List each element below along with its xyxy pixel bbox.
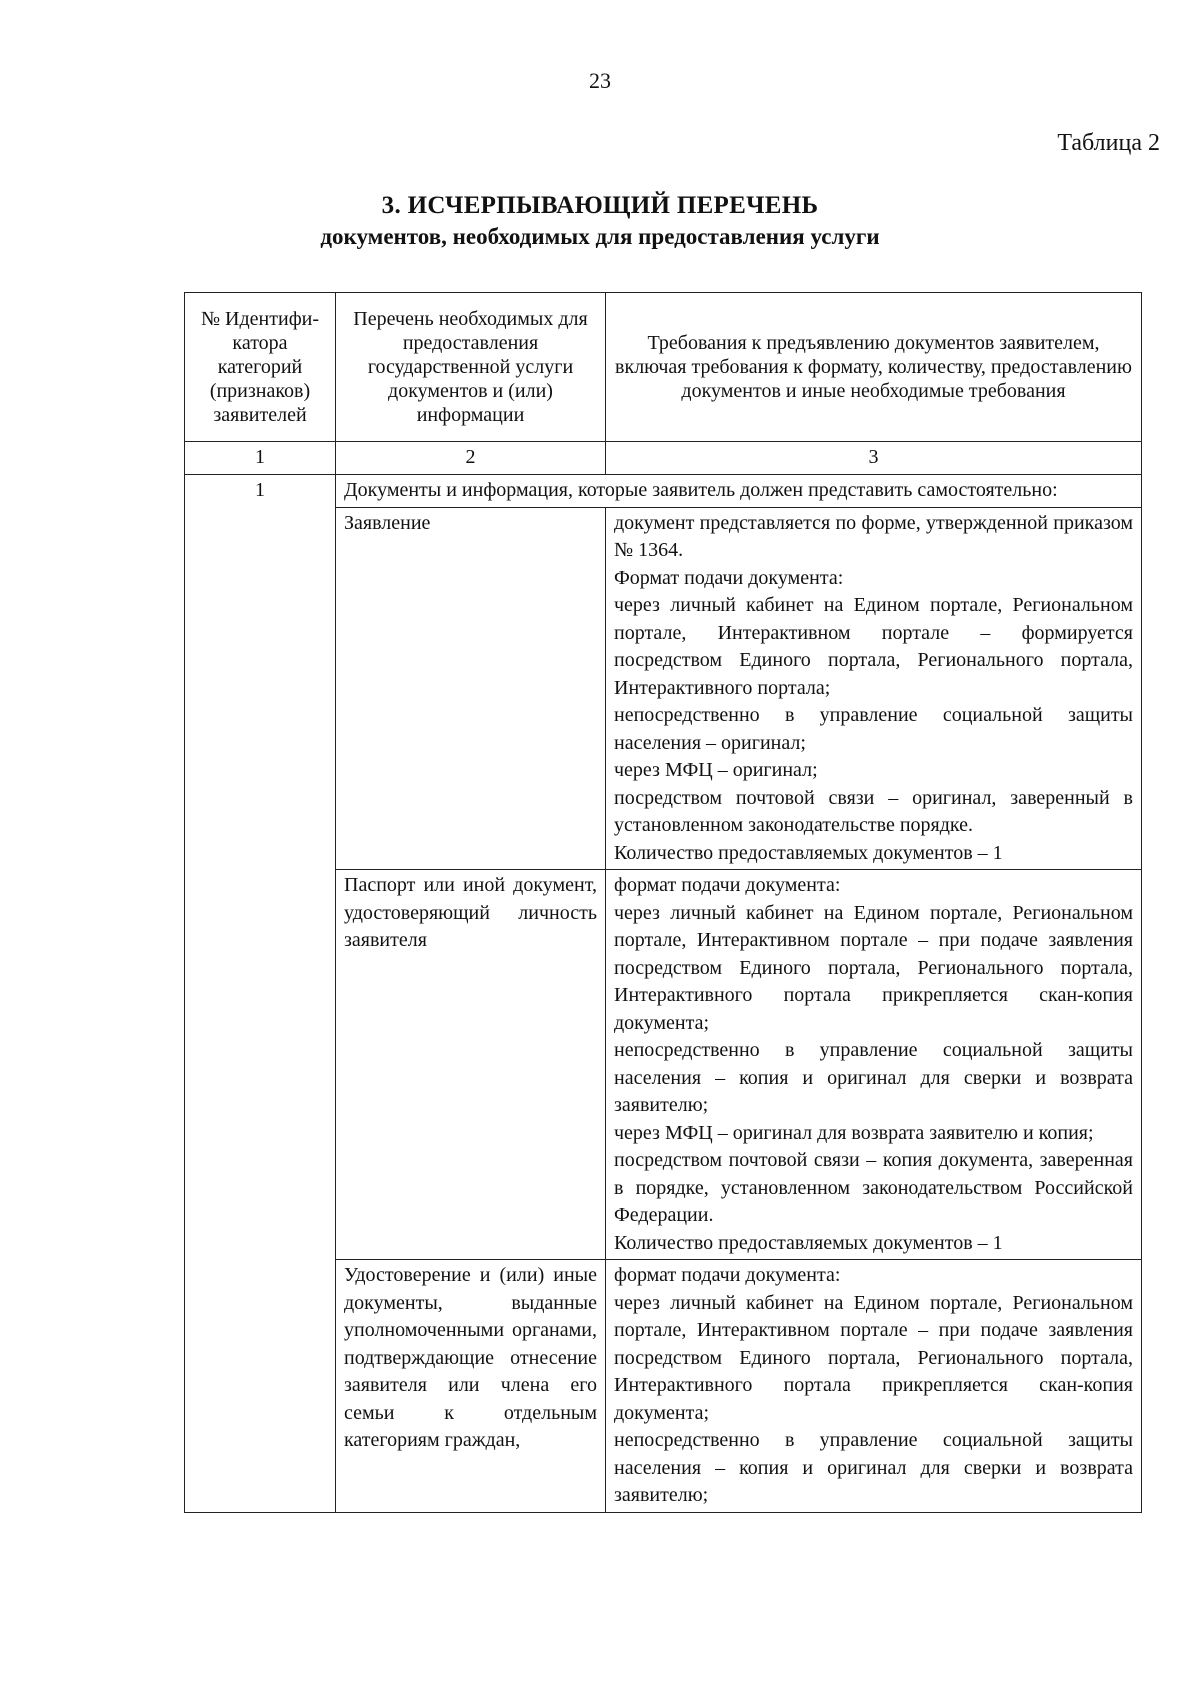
requirement-line: через личный кабинет на Едином портале, Региональном портале, Интерактивном портале – при подаче заявления посредством Единого портала, Регионального портала, Интерактивного портала прикрепляется скан-копия документа; [614, 901, 1133, 1034]
column-number: 3 [606, 442, 1142, 475]
requirement-line: непосредственно в управление социальной защиты населения – копия и оригинал для сверки и возврата заявителю; [614, 1039, 1133, 1116]
requirement-line: через МФЦ – оригинал; [614, 759, 818, 781]
requirement-line: Формат подачи документа: [614, 566, 844, 589]
requirements-cell [606, 870, 1142, 1260]
section-title: Документы и информация, которые заявитель должен представить самостоятельно: [336, 475, 1142, 508]
column-number-row [185, 442, 1142, 475]
documents-table [184, 292, 1142, 1513]
document-name: Удостоверение и (или) иные документы, выданные уполномоченными органами, подтверждающие отнесение заявителя или члена его семьи к отдельным категориям граждан, [336, 1260, 606, 1513]
header-row [185, 293, 1142, 442]
header-cell-document-list: Перечень необходимых для предоставления государственной услуги документов и (или) информации [336, 293, 606, 442]
heading-title: 3. ИСЧЕРПЫВАЮЩИЙ ПЕРЕЧЕНЬ [381, 192, 819, 219]
page-number: 23 [589, 68, 611, 93]
requirements-cell [606, 507, 1142, 870]
requirement-line: документ представляется по форме, утвержденной приказом № 1364. [614, 511, 1133, 561]
requirement-line: непосредственно в управление социальной защиты населения – оригинал; [614, 704, 1133, 754]
requirement-line: формат подачи документа: [614, 1264, 841, 1286]
requirement-line: через личный кабинет на Едином портале, Региональном портале, Интерактивном портале – формируется посредством Единого портала, Регионального портала, Интерактивного портала; [614, 594, 1133, 699]
header-cell-requirements: Требования к предъявлению документов заявителем, включая требования к формату, количеству, предоставлению документов и иные необходимые требования [606, 293, 1142, 442]
requirements-cell [606, 1260, 1142, 1513]
requirement-line: посредством почтовой связи – копия документа, заверенная в порядке, установленном законодательством Российской Федерации. [614, 1149, 1133, 1226]
category-id-cell: 1 [185, 475, 336, 1513]
column-number: 1 [185, 442, 336, 475]
section-row [185, 475, 1142, 508]
requirement-line: Количество предоставляемых документов – 1 [614, 841, 1003, 864]
table-label: Таблица 2 [1057, 130, 1160, 156]
column-number: 2 [336, 442, 606, 475]
requirement-line: непосредственно в управление социальной защиты населения – копия и оригинал для сверки и возврата заявителю; [614, 1429, 1133, 1506]
requirement-line: посредством почтовой связи – оригинал, заверенный в установленном законодательстве порядке. [614, 786, 1133, 836]
header-cell-category-id: № Идентифи-катора категорий (признаков) заявителей [185, 293, 336, 442]
requirement-line: формат подачи документа: [614, 874, 841, 896]
requirement-line: через личный кабинет на Едином портале, Региональном портале, Интерактивном портале – при подаче заявления посредством Единого портала, Регионального портала, Интерактивного портала прикрепляется скан-копия документа; [614, 1291, 1133, 1424]
requirement-line: Количество предоставляемых документов – 1 [614, 1231, 1003, 1254]
document-name: Заявление [336, 507, 606, 870]
heading-subtitle: документов, необходимых для предоставления услуги [320, 224, 880, 249]
document-name: Паспорт или иной документ, удостоверяющий личность заявителя [336, 870, 606, 1260]
document-heading [0, 192, 1200, 250]
requirement-line: через МФЦ – оригинал для возврата заявителю и копия; [614, 1121, 1094, 1144]
